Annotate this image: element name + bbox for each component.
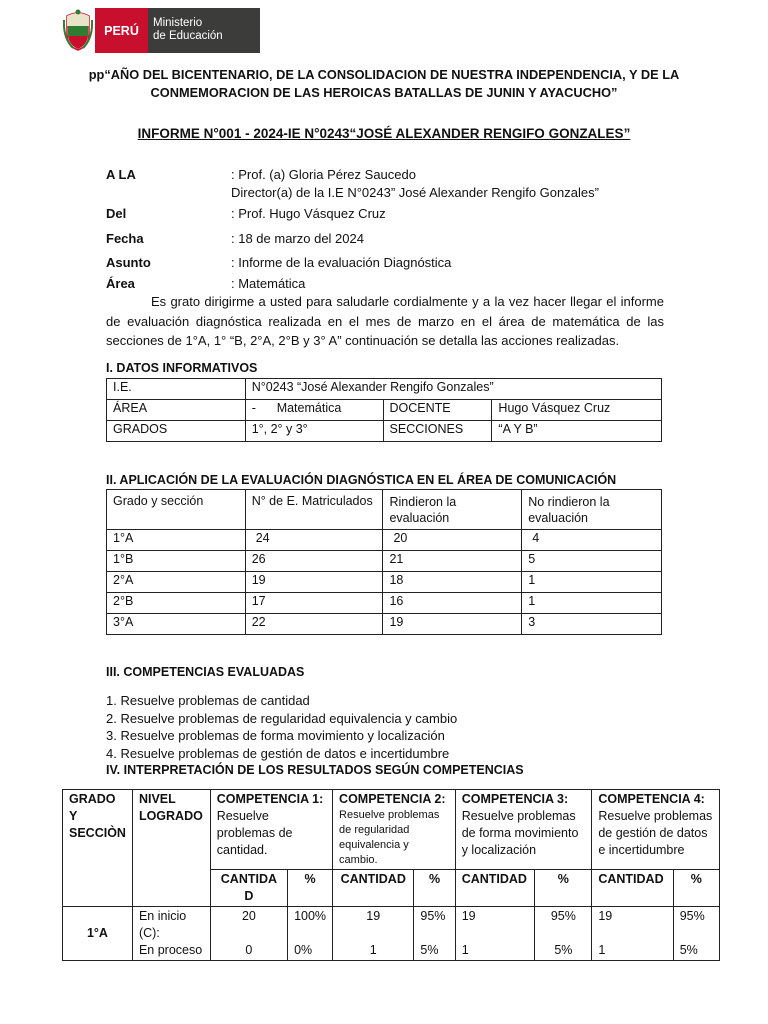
- value: 0: [245, 943, 253, 957]
- competencia1-title: COMPETENCIA 1:: [216, 792, 324, 806]
- cell-matriculados: 26: [245, 551, 383, 572]
- docente-label: DOCENTE: [383, 400, 492, 421]
- value: 1: [369, 943, 377, 957]
- header-grado: Grado y sección: [107, 490, 246, 530]
- cell-grado: 2°B: [107, 593, 246, 614]
- table-row: [107, 551, 662, 572]
- competencia4-title: COMPETENCIA 4:: [598, 792, 705, 806]
- peru-coat-of-arms-icon: [63, 8, 93, 53]
- cell-matriculados: 22: [245, 614, 383, 635]
- secciones-label: SECCIONES: [383, 421, 492, 442]
- competencia4-desc: Resuelve problemas de gestión de datos e incertidumbre: [598, 809, 713, 857]
- cell-c3-cantidad: [455, 907, 535, 961]
- sub-pct: %: [414, 870, 455, 907]
- cell-grado: 2°A: [107, 572, 246, 593]
- header-competencia1: [210, 790, 332, 870]
- value: 5%: [554, 943, 573, 957]
- cell-matriculados: 19: [245, 572, 383, 593]
- year-title-line1: pp“AÑO DEL BICENTENARIO, DE LA CONSOLIDACION DE NUESTRA INDEPENDENCIA, Y DE LA: [88, 67, 680, 82]
- year-title-line2: CONMEMORACION DE LAS HEROICAS BATALLAS DE JUNIN Y AYACUCHO”: [150, 85, 618, 100]
- header-matriculados: N° de E. Matriculados: [245, 490, 383, 530]
- cell-nivel: [132, 907, 210, 961]
- competencia1-desc: Resuelve problemas de cantidad.: [216, 809, 293, 857]
- del-value: : Prof. Hugo Vásquez Cruz: [231, 206, 386, 221]
- cell-rindieron: 18: [383, 572, 522, 593]
- section3-title: III. COMPETENCIAS EVALUADAS: [106, 665, 305, 679]
- value: 95%: [679, 909, 705, 923]
- value: 0%: [294, 943, 313, 957]
- value: 5%: [679, 943, 698, 957]
- fecha-value: : 18 de marzo del 2024: [231, 231, 364, 246]
- sub-cantidad: CANTIDAD: [210, 870, 287, 907]
- minedu-logo: [63, 8, 260, 53]
- cell-rindieron: 16: [383, 593, 522, 614]
- cell-matriculados: 17: [245, 593, 383, 614]
- ie-value: N°0243 “José Alexander Rengifo Gonzales”: [245, 379, 661, 400]
- informe-title: INFORME N°001 - 2024-IE N°0243“JOSÉ ALEXANDER RENGIFO GONZALES”: [137, 126, 631, 141]
- sub-pct: %: [673, 870, 719, 907]
- asunto-value: : Informe de la evaluación Diagnóstica: [231, 255, 452, 270]
- a-la-label: A LA: [106, 167, 136, 182]
- cell-grado: 1°B: [107, 551, 246, 572]
- competencia3-title: COMPETENCIA 3:: [461, 792, 569, 806]
- a-la-value2: Director(a) de la I.E N°0243” José Alexander Rengifo Gonzales”: [231, 185, 599, 200]
- list-item: 3. Resuelve problemas de forma movimiento y localización: [106, 728, 445, 743]
- competencia2-title: COMPETENCIA 2:: [339, 792, 446, 806]
- competencia2-desc: Resuelve problemas de regularidad equivalencia y cambio.: [339, 809, 440, 866]
- table-row: [63, 907, 720, 961]
- competencias-list: [106, 692, 457, 762]
- section2-title: II. APLICACIÓN DE LA EVALUACIÓN DIAGNÓSTICA EN EL ÁREA DE COMUNICACIÓN: [106, 473, 617, 487]
- table-row: [107, 593, 662, 614]
- value: 1: [598, 943, 606, 957]
- a-la-value1: : Prof. (a) Gloria Pérez Saucedo: [231, 167, 416, 182]
- table-row: [107, 614, 662, 635]
- cell-no-rindieron: 4: [522, 530, 662, 551]
- header-rindieron: Rindieron la evaluación: [383, 490, 522, 530]
- ministry-label: [148, 8, 260, 53]
- ministry-line1: Ministerio: [153, 17, 203, 29]
- value: 19: [366, 909, 381, 923]
- sub-cantidad: CANTIDAD: [333, 870, 414, 907]
- area-cell-value: - Matemática: [245, 400, 383, 421]
- grados-label: GRADOS: [107, 421, 246, 442]
- cell-no-rindieron: 1: [522, 593, 662, 614]
- cell-c2-cantidad: [333, 907, 414, 961]
- ie-label: I.E.: [107, 379, 246, 400]
- value: 19: [461, 909, 476, 923]
- del-label: Del: [106, 206, 127, 221]
- value: 20: [241, 909, 256, 923]
- secciones-value: “A Y B”: [492, 421, 662, 442]
- cell-rindieron: 20: [383, 530, 522, 551]
- nivel-proceso: En proceso: [138, 943, 203, 957]
- intro-paragraph: Es grato dirigirme a usted para saludarle cordialmente y a la vez hacer llegar el informe de evaluación diagnóstica realizada en el mes de marzo en el área de matemática de las secciones de 1°A, 1° “B, 2°A, 2°B y 3° A” continuación se detalla las acciones realizadas.: [106, 294, 664, 348]
- competencia3-desc: Resuelve problemas de forma movimiento y localización: [461, 809, 579, 857]
- aplicacion-table: [106, 489, 662, 635]
- resultados-table: [62, 789, 720, 961]
- list-item: 4. Resuelve problemas de gestión de datos e incertidumbre: [106, 745, 450, 761]
- header-nivel-logrado: NIVEL LOGRADO: [132, 790, 210, 907]
- area-cell-label: ÁREA: [107, 400, 246, 421]
- table-row: [107, 572, 662, 593]
- docente-value: Hugo Vásquez Cruz: [492, 400, 662, 421]
- value: 95%: [420, 909, 446, 923]
- peru-label: PERÚ: [95, 8, 148, 53]
- cell-rindieron: 19: [383, 614, 522, 635]
- cell-grado: 1°A: [107, 530, 246, 551]
- cell-c2-pct: [414, 907, 455, 961]
- cell-c3-pct: [535, 907, 592, 961]
- header-competencia3: [455, 790, 592, 870]
- header-competencia2: [333, 790, 456, 870]
- header-no-rindieron: No rindieron la evaluación: [522, 490, 662, 530]
- list-item: 2. Resuelve problemas de regularidad equivalencia y cambio: [106, 710, 458, 726]
- list-item: 1. Resuelve problemas de cantidad: [106, 693, 310, 708]
- section4-title: IV. INTERPRETACIÓN DE LOS RESULTADOS SEGÚN COMPETENCIAS: [106, 763, 524, 777]
- cell-c1-cantidad: [210, 907, 287, 961]
- header-competencia4: [592, 790, 720, 870]
- cell-no-rindieron: 5: [522, 551, 662, 572]
- value: 5%: [420, 943, 439, 957]
- cell-matriculados: 24: [245, 530, 383, 551]
- cell-grado-seccion: 1°A: [63, 907, 133, 961]
- cell-c1-pct: [288, 907, 333, 961]
- grados-value: 1°, 2° y 3°: [245, 421, 383, 442]
- area-value: : Matemática: [231, 276, 306, 291]
- value: 19: [598, 909, 613, 923]
- area-label: Área: [106, 276, 135, 291]
- sub-cantidad: CANTIDAD: [592, 870, 673, 907]
- nivel-inicio: En inicio (C):: [138, 909, 187, 940]
- cell-rindieron: 21: [383, 551, 522, 572]
- cell-c4-pct: [673, 907, 719, 961]
- cell-no-rindieron: 3: [522, 614, 662, 635]
- value: 1: [461, 943, 469, 957]
- section1-title: I. DATOS INFORMATIVOS: [106, 361, 258, 375]
- ministry-line2: de Educación: [153, 30, 223, 42]
- sub-cantidad: CANTIDAD: [455, 870, 535, 907]
- value: 95%: [550, 909, 576, 923]
- asunto-label: Asunto: [106, 255, 151, 270]
- sub-pct: %: [288, 870, 333, 907]
- cell-grado: 3°A: [107, 614, 246, 635]
- sub-pct: %: [535, 870, 592, 907]
- cell-no-rindieron: 1: [522, 572, 662, 593]
- fecha-label: Fecha: [106, 231, 144, 246]
- header-grado-seccion: GRADO Y SECCIÒN: [63, 790, 133, 907]
- datos-table: [106, 378, 662, 442]
- value: 100%: [294, 909, 327, 923]
- cell-c4-cantidad: [592, 907, 673, 961]
- table-row: [107, 530, 662, 551]
